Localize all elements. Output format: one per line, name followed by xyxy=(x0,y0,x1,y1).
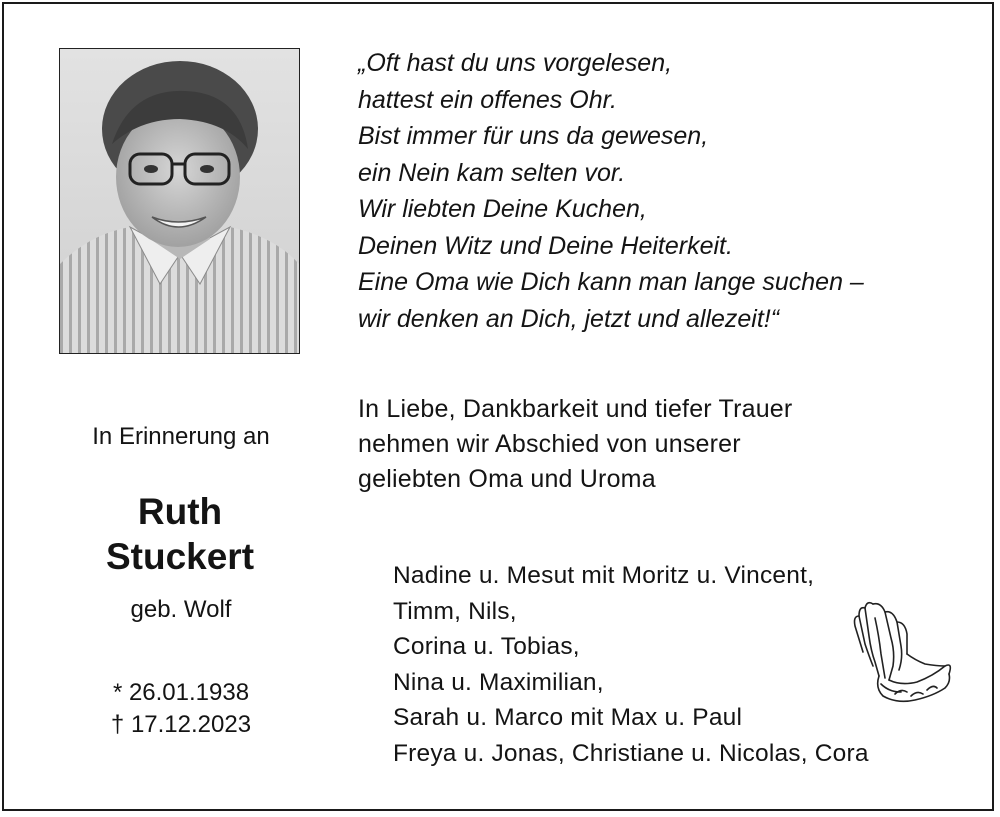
first-name: Ruth xyxy=(137,491,223,532)
farewell-line: nehmen wir Abschied von unserer xyxy=(358,430,741,458)
poem xyxy=(358,45,864,337)
poem-line: Wir liebten Deine Kuchen, xyxy=(358,195,647,223)
death-date: † 17.12.2023 xyxy=(110,711,252,738)
poem-line: wir denken an Dich, jetzt und allezeit!“ xyxy=(358,304,780,333)
family-line: Timm, Nils, xyxy=(393,597,517,625)
family-line: Nina u. Maximilian, xyxy=(393,668,604,696)
deceased-name xyxy=(50,489,310,579)
last-name: Stuckert xyxy=(105,536,255,577)
poem-line: Deinen Witz und Deine Heiterkeit. xyxy=(358,231,733,260)
birth-date: * 26.01.1938 xyxy=(112,679,250,706)
family-line: Corina u. Tobias, xyxy=(393,633,580,661)
family-signatures xyxy=(393,558,869,772)
poem-line: hattest ein offenes Ohr. xyxy=(358,85,617,114)
farewell-line: In Liebe, Dankbarkeit und tiefer Trauer xyxy=(358,395,793,423)
family-line: Nadine u. Mesut mit Moritz u. Vincent, xyxy=(393,562,815,589)
life-dates xyxy=(66,677,296,741)
memorial-intro: In Erinnerung an xyxy=(92,423,270,450)
farewell-text xyxy=(358,392,792,497)
poem-line: Eine Oma wie Dich kann man lange suchen – xyxy=(358,268,864,296)
portrait-photo xyxy=(59,48,300,354)
farewell-line: geliebten Oma und Uroma xyxy=(358,465,656,493)
poem-line: „Oft hast du uns vorgelesen, xyxy=(358,49,673,77)
poem-line: Bist immer für uns da gewesen, xyxy=(358,122,709,150)
poem-line: ein Nein kam selten vor. xyxy=(358,158,626,187)
family-line: Sarah u. Marco mit Max u. Paul xyxy=(393,704,743,732)
maiden-name: geb. Wolf xyxy=(130,596,232,623)
praying-hands-icon xyxy=(845,596,955,708)
family-line: Freya u. Jonas, Christiane u. Nicolas, Cora xyxy=(393,739,869,767)
